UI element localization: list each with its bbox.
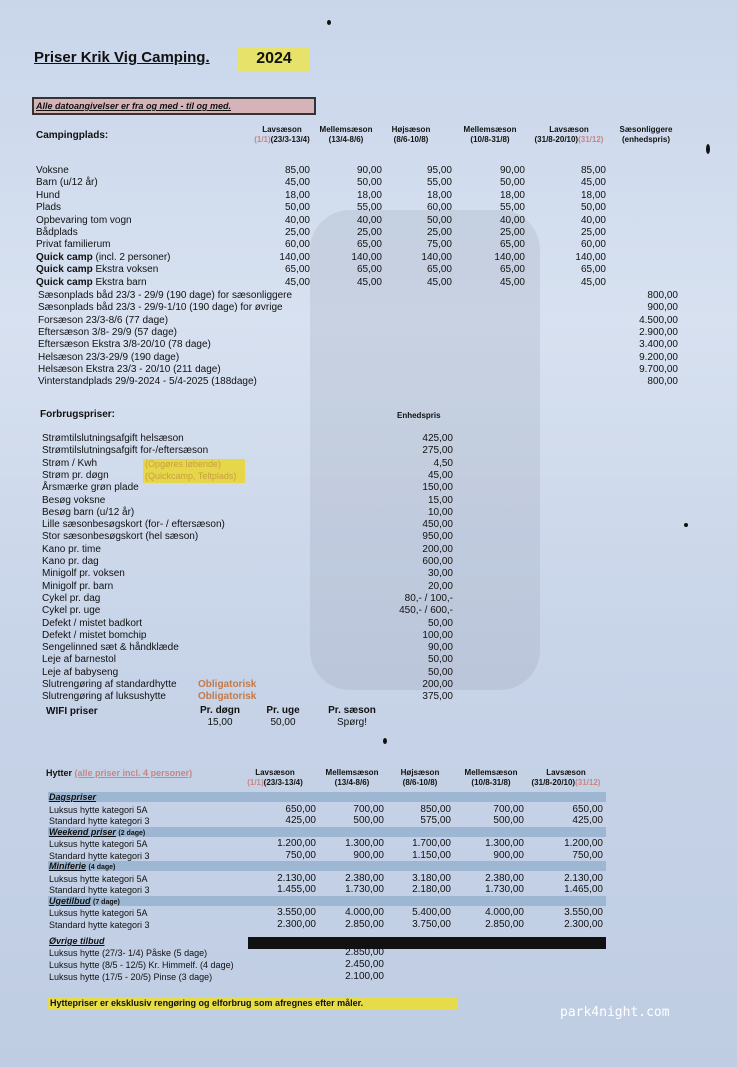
wifi-header: Pr. døgn <box>200 705 240 716</box>
camping-price-cell: 18,00 <box>284 189 310 201</box>
consumption-row-label: Kano pr. time <box>42 543 101 555</box>
cabin-price-cell: 425,00 <box>572 815 603 826</box>
column-name: Mellemsæson <box>464 768 518 777</box>
seasonal-price: 9.200,00 <box>639 351 678 363</box>
black-bar <box>248 937 606 949</box>
camping-row-label: Hund <box>36 189 60 201</box>
consumption-price: 200,00 <box>422 543 453 555</box>
cabin-price-cell: 900,00 <box>353 849 384 861</box>
camping-price-cell: 85,00 <box>284 165 310 176</box>
camping-row-label: Bådplads <box>36 227 78 238</box>
cabin-price-cell: 750,00 <box>285 849 316 861</box>
camping-price-cell: 85,00 <box>580 165 606 176</box>
camping-price-cell: 140,00 <box>351 251 382 263</box>
camping-price-cell: 45,00 <box>284 177 310 189</box>
camping-row-label: Quick camp Ekstra barn <box>36 276 147 288</box>
cabin-price-cell: 2.380,00 <box>485 872 524 884</box>
cabin-price-cell: 900,00 <box>493 849 524 861</box>
cabin-price-cell: 500,00 <box>353 815 384 826</box>
cabin-price-cell: 1.300,00 <box>485 838 524 849</box>
cabin-row-label: Luksus hytte kategori 5A <box>49 804 148 815</box>
consumption-row-label: Strømtilslutningsafgift helsæson <box>42 433 184 444</box>
cabin-price-cell: 1.730,00 <box>345 884 384 895</box>
cabin-column-header <box>451 768 531 788</box>
consumption-price: 10,00 <box>427 506 453 518</box>
camping-price-cell: 65,00 <box>499 239 525 251</box>
camping-price-cell: 65,00 <box>426 264 452 276</box>
cabin-row-label: Standard hytte kategori 3 <box>49 919 150 930</box>
camping-price-cell: 40,00 <box>499 214 525 226</box>
consumption-price: 4,50 <box>433 457 453 469</box>
consumption-row-label: Leje af babyseng <box>42 666 119 678</box>
cabin-price-cell: 3.550,00 <box>564 907 603 918</box>
date-note: Alle datoangivelser er fra og med - til og med. <box>32 97 316 115</box>
wifi-price: 50,00 <box>270 717 296 728</box>
cabin-price-cell: 1.465,00 <box>564 884 603 895</box>
unit-price-header: Enhedspris <box>397 411 441 420</box>
consumption-row-label: Minigolf pr. barn <box>42 580 114 592</box>
consumption-price: 950,00 <box>422 531 453 543</box>
camping-price-cell: 55,00 <box>426 177 452 189</box>
wifi-label: WIFI priser <box>46 706 98 717</box>
cabin-row-label: Standard hytte kategori 3 <box>49 885 150 895</box>
cabin-price-cell: 1.150,00 <box>412 849 451 861</box>
consumption-row-note: (Quickcamp, Teltplads) <box>145 470 237 481</box>
camping-price-cell: 45,00 <box>580 177 606 189</box>
camping-price-cell: 55,00 <box>356 202 382 214</box>
other-offer-price: 2.450,00 <box>345 959 384 970</box>
camping-price-cell: 45,00 <box>356 276 382 288</box>
other-offer-price: 2.850,00 <box>345 947 384 958</box>
cabin-price-cell: 700,00 <box>493 803 524 815</box>
column-name: Lavsæson <box>546 768 586 777</box>
consumption-price: 90,00 <box>427 642 453 654</box>
seasonal-price: 800,00 <box>647 290 678 301</box>
consumption-price: 150,00 <box>422 482 453 494</box>
seasonal-row-label: Helsæson 23/3-29/9 (190 dage) <box>38 351 180 363</box>
consumption-row-label: Slutrengøring af standardhytte <box>42 679 177 690</box>
camping-price-cell: 25,00 <box>426 227 452 238</box>
wifi-price: Spørg! <box>336 717 367 728</box>
speck <box>383 738 387 744</box>
seasonal-row-label: Sæsonplads båd 23/3 - 29/9 (190 dage) for sæsonliggere <box>38 290 293 301</box>
cabin-price-cell: 850,00 <box>420 803 451 815</box>
cabin-footer-note: Hyttepriser er eksklusiv rengøring og elforbrug som afregnes efter måler. <box>48 997 458 1010</box>
watermark: park4night.com <box>560 1005 670 1020</box>
wifi-header: Pr. uge <box>266 705 300 716</box>
column-dates: (31/8-20/10)(31/12) <box>534 135 604 144</box>
camping-row-label: Barn (u/12 år) <box>36 177 98 189</box>
consumption-row-note: Obligatorisk <box>198 679 257 690</box>
cabin-price-cell: 1.200,00 <box>564 838 603 849</box>
camping-price-cell: 25,00 <box>356 227 382 238</box>
camping-price-cell: 40,00 <box>580 214 606 226</box>
column-dates: (1/1)(23/3-13/4) <box>247 778 303 787</box>
consumption-price: 50,00 <box>427 666 453 678</box>
seasonal-row-label: Eftersæson 3/8- 29/9 (57 dage) <box>38 326 177 338</box>
camping-column-header <box>529 125 609 145</box>
camping-price-cell: 40,00 <box>356 214 382 226</box>
consumption-row-label: Cykel pr. dag <box>42 592 101 604</box>
column-name: Lavsæson <box>262 125 302 134</box>
consumption-price: 80,- / 100,- <box>404 592 453 604</box>
camping-price-cell: 140,00 <box>421 251 452 263</box>
cabin-price-cell: 650,00 <box>572 803 603 815</box>
column-dates: (8/6-10/8) <box>402 778 438 787</box>
camping-price-cell: 140,00 <box>279 251 310 263</box>
cabin-price-cell: 3.550,00 <box>277 907 316 918</box>
cabin-price-cell: 3.750,00 <box>412 918 451 930</box>
camping-column-header <box>371 125 451 145</box>
consumption-row-label: Minigolf pr. voksen <box>42 568 125 580</box>
consumption-price: 50,00 <box>427 654 453 666</box>
camping-price-cell: 65,00 <box>356 239 382 251</box>
cabin-price-cell: 575,00 <box>420 815 451 826</box>
camping-price-cell: 50,00 <box>356 177 382 189</box>
consumption-row-label: Defekt / mistet badkort <box>42 617 143 629</box>
column-dates: (1/1)(23/3-13/4) <box>254 135 310 144</box>
consumption-price: 425,00 <box>422 433 453 444</box>
consumption-row-label: Strøm pr. døgn <box>42 469 109 481</box>
cabin-group-title: Ugetilbud (7 dage) <box>49 895 120 906</box>
consumption-row-label: Slutrengøring af luksushytte <box>42 691 166 703</box>
cabin-price-cell: 2.130,00 <box>564 872 603 884</box>
consumption-row-label: Årsmærke grøn plade <box>42 482 139 494</box>
camping-price-cell: 50,00 <box>580 202 606 214</box>
camping-price-cell: 60,00 <box>426 202 452 214</box>
camping-price-cell: 45,00 <box>284 276 310 288</box>
other-offer-price: 2.100,00 <box>345 971 384 982</box>
camping-price-cell: 50,00 <box>499 177 525 189</box>
consumption-row-label: Strøm / Kwh <box>42 457 98 469</box>
cabin-row-label: Luksus hytte kategori 5A <box>49 839 148 849</box>
column-dates: (10/8-31/8) <box>470 135 510 144</box>
consumption-price: 600,00 <box>422 556 453 567</box>
camping-section-label: Campingplads: <box>36 130 109 141</box>
cabin-price-cell: 2.850,00 <box>345 918 384 930</box>
cabin-row-label: Standard hytte kategori 3 <box>49 816 150 826</box>
camping-price-cell: 45,00 <box>499 276 525 288</box>
consumption-row-label: Lille sæsonbesøgskort (for- / eftersæson) <box>42 519 225 531</box>
consumption-price: 375,00 <box>422 691 453 703</box>
cabin-price-cell: 1.700,00 <box>412 838 451 849</box>
camping-column-header <box>606 125 686 145</box>
camping-price-cell: 140,00 <box>575 251 606 263</box>
seasonal-row-label: Forsæson 23/3-8/6 (77 dage) <box>38 314 169 326</box>
consumption-row-label: Sengelinned sæt & håndklæde <box>42 642 179 654</box>
year-badge: 2024 <box>238 47 310 71</box>
camping-price-cell: 50,00 <box>426 214 452 226</box>
camping-row-label: Quick camp Ekstra voksen <box>36 264 159 276</box>
camping-price-cell: 65,00 <box>356 264 382 276</box>
camping-price-cell: 95,00 <box>426 165 452 176</box>
camping-price-cell: 60,00 <box>580 239 606 251</box>
other-offers-title: Øvrige tilbud <box>49 936 105 946</box>
cabin-column-header <box>235 768 315 788</box>
consumption-row-note: Obligatorisk <box>198 691 257 703</box>
camping-price-cell: 25,00 <box>499 227 525 238</box>
cabin-price-cell: 750,00 <box>572 849 603 861</box>
cabin-row-label: Standard hytte kategori 3 <box>49 850 150 861</box>
seasonal-price: 800,00 <box>647 376 678 388</box>
cabin-price-cell: 2.180,00 <box>412 884 451 895</box>
camping-price-cell: 65,00 <box>499 264 525 276</box>
camping-price-cell: 25,00 <box>284 227 310 238</box>
speck <box>684 523 688 527</box>
camping-price-cell: 40,00 <box>284 214 310 226</box>
cabin-price-cell: 4.000,00 <box>485 907 524 918</box>
column-name: Højsæson <box>391 125 431 134</box>
consumption-price: 30,00 <box>427 568 453 580</box>
camping-price-cell: 140,00 <box>494 251 525 263</box>
consumption-row-label: Besøg voksne <box>42 494 106 506</box>
cabin-price-cell: 425,00 <box>285 815 316 826</box>
other-offer-label: Luksus hytte (8/5 - 12/5) Kr. Himmelf. (4 dage) <box>49 960 234 970</box>
consumption-price: 45,00 <box>427 469 453 481</box>
camping-price-cell: 18,00 <box>356 189 382 201</box>
consumption-row-label: Strømtilslutningsafgift for-/eftersæson <box>42 445 209 457</box>
cabin-price-cell: 700,00 <box>353 803 384 815</box>
cabin-price-cell: 4.000,00 <box>345 907 384 918</box>
column-dates: (13/4-8/6) <box>334 778 370 787</box>
consumption-price: 15,00 <box>427 494 453 506</box>
consumption-section-label: Forbrugspriser: <box>40 409 116 420</box>
camping-price-cell: 60,00 <box>284 239 310 251</box>
cabin-price-cell: 1.455,00 <box>277 884 316 895</box>
consumption-row-label: Kano pr. dag <box>42 556 99 567</box>
consumption-row-label: Stor sæsonbesøgskort (hel sæson) <box>42 531 199 543</box>
cabin-group-title: Dagspriser <box>49 792 97 802</box>
column-dates: (13/4-8/6) <box>328 135 364 144</box>
seasonal-row-label: Helsæson Ekstra 23/3 - 20/10 (211 dage) <box>38 363 221 375</box>
column-name: Mellemsæson <box>463 125 517 134</box>
column-name: Højsæson <box>400 768 440 777</box>
consumption-price: 275,00 <box>422 445 453 457</box>
camping-row-label: Quick camp (incl. 2 personer) <box>36 251 171 263</box>
seasonal-price: 9.700,00 <box>639 363 678 375</box>
seasonal-price: 3.400,00 <box>639 339 678 351</box>
consumption-row-note: (Opgøres løbende) <box>145 458 222 469</box>
camping-price-cell: 75,00 <box>426 239 452 251</box>
camping-price-cell: 90,00 <box>356 165 382 176</box>
consumption-row-label: Besøg barn (u/12 år) <box>42 506 135 518</box>
column-name: Mellemsæson <box>319 125 373 134</box>
seasonal-row-label: Vinterstandplads 29/9-2024 - 5/4-2025 (188dage) <box>38 376 257 388</box>
group-band <box>48 792 606 802</box>
group-band <box>48 861 606 871</box>
camping-price-cell: 50,00 <box>284 202 310 214</box>
cabin-price-cell: 2.850,00 <box>485 918 524 930</box>
camping-price-cell: 45,00 <box>426 276 452 288</box>
column-name: Lavsæson <box>549 125 589 134</box>
consumption-price: 50,00 <box>427 617 453 629</box>
cabin-row-label: Luksus hytte kategori 5A <box>49 908 148 918</box>
camping-price-cell: 45,00 <box>580 276 606 288</box>
camping-price-cell: 18,00 <box>580 189 606 201</box>
consumption-row-label: Cykel pr. uge <box>42 605 101 617</box>
wifi-header: Pr. sæson <box>328 705 376 716</box>
cabin-column-header <box>526 768 606 788</box>
camping-row-label: Plads <box>36 202 62 214</box>
cabin-price-cell: 2.300,00 <box>277 918 316 930</box>
camping-price-cell: 90,00 <box>499 165 525 176</box>
cabin-price-cell: 2.130,00 <box>277 872 316 884</box>
camping-column-header <box>450 125 530 145</box>
column-name: Mellemsæson <box>325 768 379 777</box>
group-band <box>48 896 606 906</box>
cabin-price-cell: 500,00 <box>493 815 524 826</box>
camping-price-cell: 65,00 <box>284 264 310 276</box>
speck <box>327 20 331 25</box>
cabin-price-cell: 3.180,00 <box>412 872 451 884</box>
seasonal-row-label: Sæsonplads båd 23/3 - 29/9-1/10 (190 dage) for øvrige <box>38 302 283 314</box>
camping-row-label: Voksne <box>36 165 69 176</box>
speck <box>706 144 710 154</box>
column-dates: (8/6-10/8) <box>393 135 429 144</box>
cabin-price-cell: 1.300,00 <box>345 838 384 849</box>
camping-price-cell: 18,00 <box>426 189 452 201</box>
wifi-price: 15,00 <box>207 717 233 728</box>
column-dates: (enhedspris) <box>621 135 670 144</box>
seasonal-row-label: Eftersæson Ekstra 3/8-20/10 (78 dage) <box>38 339 211 351</box>
cabin-group-title: Miniferie (4 dage) <box>49 861 116 871</box>
cabin-price-cell: 2.300,00 <box>564 918 603 930</box>
consumption-price: 450,00 <box>422 519 453 531</box>
seasonal-price: 4.500,00 <box>639 314 678 326</box>
cabin-column-header <box>380 768 460 788</box>
cabin-price-cell: 1.730,00 <box>485 884 524 895</box>
cabins-section-label: Hytter (alle priser incl. 4 personer) <box>46 768 193 778</box>
consumption-row-label: Leje af barnestol <box>42 654 116 666</box>
other-offer-label: Luksus hytte (27/3- 1/4) Påske (5 dage) <box>49 948 208 958</box>
consumption-price: 450,- / 600,- <box>399 605 453 617</box>
camping-row-label: Opbevaring tom vogn <box>36 214 132 226</box>
column-dates: (31/8-20/10)(31/12) <box>531 778 601 787</box>
column-name: Lavsæson <box>255 768 295 777</box>
camping-price-cell: 25,00 <box>580 227 606 238</box>
consumption-price: 100,00 <box>422 629 453 641</box>
other-offer-label: Luksus hytte (17/5 - 20/5) Pinse (3 dage) <box>49 972 213 982</box>
camping-price-cell: 55,00 <box>499 202 525 214</box>
cabin-price-cell: 650,00 <box>285 803 316 815</box>
page-title: Priser Krik Vig Camping. <box>34 49 210 66</box>
consumption-price: 20,00 <box>427 580 453 592</box>
camping-price-cell: 18,00 <box>499 189 525 201</box>
cabin-price-cell: 1.200,00 <box>277 838 316 849</box>
cabin-row-label: Luksus hytte kategori 5A <box>49 873 148 884</box>
column-name: Sæsonliggere <box>619 125 673 134</box>
camping-row-label: Privat familierum <box>36 239 111 251</box>
cabin-group-title: Weekend priser (2 dage) <box>49 826 146 837</box>
consumption-row-label: Defekt / mistet bomchip <box>42 629 147 641</box>
consumption-price: 200,00 <box>422 679 453 690</box>
camping-price-cell: 65,00 <box>580 264 606 276</box>
column-dates: (10/8-31/8) <box>471 778 511 787</box>
seasonal-price: 900,00 <box>647 302 678 314</box>
seasonal-price: 2.900,00 <box>639 326 678 338</box>
cabin-price-cell: 5.400,00 <box>412 907 451 918</box>
cabin-price-cell: 2.380,00 <box>345 872 384 884</box>
